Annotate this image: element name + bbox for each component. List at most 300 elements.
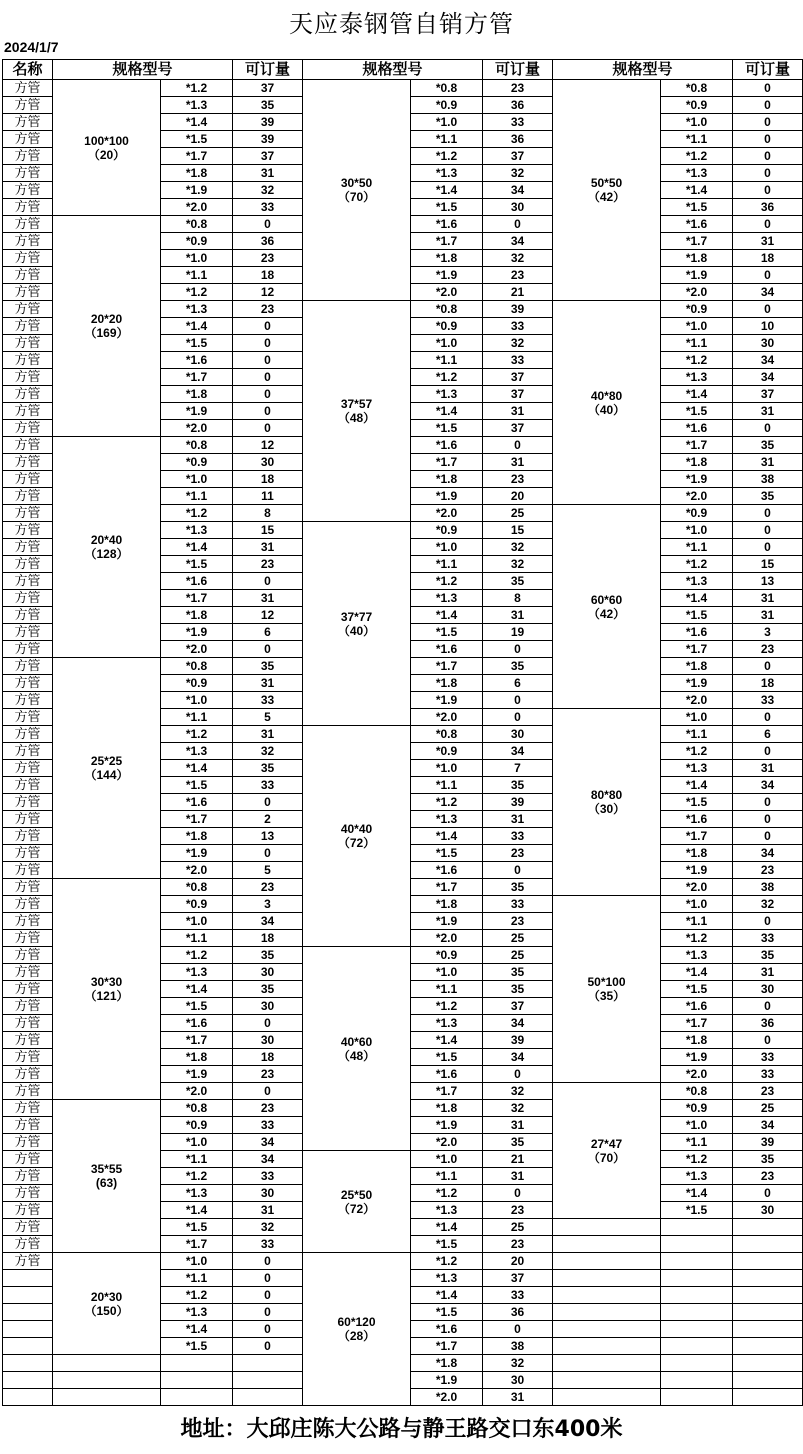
thickness-cell: *1.0: [411, 1151, 483, 1168]
qty-cell: 0: [233, 420, 303, 437]
thickness-cell: *1.4: [661, 182, 733, 199]
header-name: 名称: [3, 60, 53, 80]
qty-cell: 34: [733, 845, 803, 862]
qty-cell: 0: [233, 1304, 303, 1321]
qty-cell: 0: [733, 522, 803, 539]
thickness-cell: *1.5: [661, 794, 733, 811]
qty-cell: 0: [233, 403, 303, 420]
qty-cell: 36: [733, 199, 803, 216]
qty-cell: 32: [733, 896, 803, 913]
thickness-cell: *1.5: [161, 556, 233, 573]
thickness-cell: *1.0: [161, 471, 233, 488]
qty-cell: 34: [733, 1117, 803, 1134]
qty-cell: 31: [733, 454, 803, 471]
product-name-cell: 方管: [3, 981, 53, 998]
thickness-cell: *1.3: [161, 301, 233, 318]
product-name-cell: 方管: [3, 97, 53, 114]
qty-cell: 0: [483, 709, 553, 726]
thickness-cell: *1.1: [161, 709, 233, 726]
qty-cell: 2: [233, 811, 303, 828]
qty-cell: 23: [733, 641, 803, 658]
header-spec: 规格型号: [53, 60, 233, 80]
product-name-cell: 方管: [3, 216, 53, 233]
qty-cell: 32: [483, 1100, 553, 1117]
qty-cell: 34: [483, 1015, 553, 1032]
qty-cell: 31: [733, 403, 803, 420]
qty-cell: 37: [483, 369, 553, 386]
stock-table: [2, 59, 803, 1406]
size-cell: [303, 522, 411, 726]
qty-cell: 12: [233, 607, 303, 624]
thickness-cell: *1.1: [661, 131, 733, 148]
product-name-cell: 方管: [3, 1134, 53, 1151]
thickness-cell: *1.2: [161, 505, 233, 522]
thickness-cell: *2.0: [411, 1389, 483, 1406]
thickness-cell: *1.4: [161, 760, 233, 777]
thickness-cell: *1.3: [411, 590, 483, 607]
thickness-cell: *0.8: [161, 437, 233, 454]
thickness-cell: [161, 1389, 233, 1406]
thickness-cell: *2.0: [661, 692, 733, 709]
qty-cell: 31: [233, 165, 303, 182]
qty-cell: 32: [483, 539, 553, 556]
size-total: （35）: [587, 989, 626, 1003]
thickness-cell: *1.7: [661, 1015, 733, 1032]
qty-cell: [733, 1270, 803, 1287]
thickness-cell: *1.3: [411, 1270, 483, 1287]
thickness-cell: *1.1: [411, 981, 483, 998]
size-cell-empty: [553, 1304, 661, 1321]
thickness-cell: *1.6: [411, 437, 483, 454]
qty-cell: 34: [733, 369, 803, 386]
qty-cell: [733, 1236, 803, 1253]
qty-cell: 35: [233, 658, 303, 675]
qty-cell: 23: [483, 845, 553, 862]
size-cell: [303, 301, 411, 522]
size-total: （121）: [84, 989, 129, 1003]
thickness-cell: *0.9: [411, 522, 483, 539]
qty-cell: 7: [483, 760, 553, 777]
product-name-cell: 方管: [3, 794, 53, 811]
qty-cell: 31: [733, 760, 803, 777]
qty-cell: 34: [233, 913, 303, 930]
size-label: 20*40: [90, 533, 123, 547]
thickness-cell: *0.8: [161, 658, 233, 675]
size-total: （40）: [587, 402, 626, 417]
thickness-cell: *2.0: [411, 709, 483, 726]
size-total: （72）: [337, 836, 376, 850]
product-name-cell: 方管: [3, 1083, 53, 1100]
thickness-cell: *1.0: [161, 1134, 233, 1151]
qty-cell: 18: [233, 267, 303, 284]
thickness-cell: *1.8: [161, 828, 233, 845]
thickness-cell: *1.4: [661, 964, 733, 981]
thickness-cell: *1.9: [411, 267, 483, 284]
product-name-cell: 方管: [3, 1253, 53, 1270]
thickness-cell: *2.0: [161, 420, 233, 437]
product-name-cell: 方管: [3, 1202, 53, 1219]
thickness-cell: *1.6: [411, 862, 483, 879]
thickness-cell: *1.3: [161, 743, 233, 760]
thickness-cell: *1.5: [411, 1049, 483, 1066]
qty-cell: 0: [733, 1185, 803, 1202]
qty-cell: 0: [233, 216, 303, 233]
qty-cell: 35: [233, 981, 303, 998]
thickness-cell: *1.0: [161, 692, 233, 709]
size-label: 35*55: [90, 1162, 123, 1176]
qty-cell: 15: [233, 522, 303, 539]
size-total: （48）: [337, 1048, 376, 1063]
product-name-cell: 方管: [3, 233, 53, 250]
thickness-cell: *2.0: [661, 879, 733, 896]
qty-cell: 0: [233, 386, 303, 403]
thickness-cell: *1.0: [411, 335, 483, 352]
qty-cell: 23: [483, 1202, 553, 1219]
qty-cell: 31: [483, 1168, 553, 1185]
thickness-cell: *1.4: [411, 1032, 483, 1049]
size-label: 100*100: [84, 133, 129, 148]
qty-cell: 0: [733, 420, 803, 437]
thickness-cell: *0.8: [411, 301, 483, 318]
thickness-cell: *1.8: [411, 1355, 483, 1372]
qty-cell: 31: [483, 1117, 553, 1134]
qty-cell: 35: [483, 658, 553, 675]
qty-cell: 39: [483, 1032, 553, 1049]
thickness-cell: *1.7: [161, 148, 233, 165]
qty-cell: 37: [483, 420, 553, 437]
size-cell: [53, 80, 161, 216]
product-name-cell: 方管: [3, 488, 53, 505]
thickness-cell: *1.6: [661, 216, 733, 233]
size-label: 30*30: [90, 975, 123, 989]
thickness-cell: [661, 1304, 733, 1321]
thickness-cell: *1.7: [161, 369, 233, 386]
thickness-cell: *1.8: [411, 896, 483, 913]
qty-cell: 30: [733, 335, 803, 352]
qty-cell: 23: [233, 1066, 303, 1083]
qty-cell: 37: [733, 386, 803, 403]
product-name-cell: 方管: [3, 913, 53, 930]
qty-cell: 20: [483, 488, 553, 505]
page-title: 天应泰钢管自销方管: [289, 10, 514, 38]
thickness-cell: *1.8: [161, 607, 233, 624]
product-name-cell: 方管: [3, 607, 53, 624]
thickness-cell: *1.4: [411, 182, 483, 199]
thickness-cell: *1.4: [161, 114, 233, 131]
thickness-cell: *1.6: [161, 573, 233, 590]
size-cell: [553, 1083, 661, 1219]
qty-cell: 31: [233, 675, 303, 692]
size-total: （40）: [337, 623, 376, 638]
qty-cell: 8: [233, 505, 303, 522]
size-total: （72）: [337, 1201, 376, 1216]
thickness-cell: *1.5: [161, 1338, 233, 1355]
qty-cell: 32: [233, 743, 303, 760]
thickness-cell: *1.7: [161, 590, 233, 607]
thickness-cell: *1.2: [661, 556, 733, 573]
size-cell: [303, 1151, 411, 1253]
address-footer: 地址：大邱庄陈大公路与静王路交口东400米: [180, 1417, 623, 1442]
qty-cell: 19: [483, 624, 553, 641]
thickness-cell: *2.0: [661, 284, 733, 301]
qty-cell: 34: [483, 182, 553, 199]
qty-cell: 31: [483, 454, 553, 471]
thickness-cell: *1.6: [161, 352, 233, 369]
thickness-cell: *1.3: [661, 369, 733, 386]
qty-cell: 35: [733, 947, 803, 964]
qty-cell: 31: [483, 403, 553, 420]
thickness-cell: *1.1: [161, 1270, 233, 1287]
thickness-cell: *1.8: [161, 165, 233, 182]
thickness-cell: *1.6: [161, 794, 233, 811]
product-name-cell: 方管: [3, 80, 53, 97]
thickness-cell: *2.0: [411, 505, 483, 522]
qty-cell: 0: [233, 1321, 303, 1338]
qty-cell: [733, 1253, 803, 1270]
qty-cell: 0: [233, 1253, 303, 1270]
size-label: 40*60: [340, 1034, 373, 1049]
size-total: （20）: [87, 147, 126, 162]
product-name-cell: 方管: [3, 165, 53, 182]
qty-cell: [733, 1389, 803, 1406]
thickness-cell: [661, 1355, 733, 1372]
qty-cell: 6: [483, 675, 553, 692]
qty-cell: 0: [233, 318, 303, 335]
qty-cell: 15: [483, 522, 553, 539]
qty-cell: 5: [233, 709, 303, 726]
product-name-cell: [3, 1355, 53, 1372]
thickness-cell: *1.0: [661, 114, 733, 131]
size-total: （144）: [84, 768, 129, 782]
qty-cell: 0: [733, 709, 803, 726]
qty-cell: 30: [233, 964, 303, 981]
size-total: （48）: [337, 411, 376, 425]
size-cell: [303, 726, 411, 947]
thickness-cell: *0.9: [661, 301, 733, 318]
thickness-cell: *1.2: [411, 148, 483, 165]
thickness-cell: *1.9: [411, 1372, 483, 1389]
qty-cell: 33: [733, 1066, 803, 1083]
qty-cell: 18: [733, 250, 803, 267]
thickness-cell: *2.0: [161, 641, 233, 658]
size-cell: [553, 709, 661, 896]
thickness-cell: *1.4: [411, 1287, 483, 1304]
qty-cell: 0: [733, 998, 803, 1015]
qty-cell: 25: [733, 1100, 803, 1117]
thickness-cell: *1.4: [161, 1321, 233, 1338]
thickness-cell: *1.7: [411, 233, 483, 250]
qty-cell: 31: [233, 590, 303, 607]
qty-cell: 25: [483, 505, 553, 522]
product-name-cell: 方管: [3, 692, 53, 709]
product-name-cell: 方管: [3, 896, 53, 913]
thickness-cell: *1.4: [661, 777, 733, 794]
qty-cell: 3: [733, 624, 803, 641]
qty-cell: 0: [483, 216, 553, 233]
qty-cell: 39: [483, 794, 553, 811]
size-total: （42）: [587, 606, 626, 621]
product-name-cell: [3, 1270, 53, 1287]
qty-cell: 0: [233, 1270, 303, 1287]
qty-cell: 33: [733, 692, 803, 709]
product-name-cell: 方管: [3, 879, 53, 896]
thickness-cell: *1.3: [661, 760, 733, 777]
qty-cell: 33: [483, 1287, 553, 1304]
size-total: （30）: [587, 802, 626, 816]
qty-cell: 0: [233, 335, 303, 352]
product-name-cell: 方管: [3, 182, 53, 199]
thickness-cell: *0.8: [161, 216, 233, 233]
qty-cell: 23: [483, 80, 553, 97]
qty-cell: [733, 1321, 803, 1338]
qty-cell: 23: [483, 471, 553, 488]
size-cell: [303, 1253, 411, 1406]
thickness-cell: *1.5: [411, 845, 483, 862]
thickness-cell: *0.9: [661, 97, 733, 114]
product-name-cell: 方管: [3, 930, 53, 947]
product-name-cell: 方管: [3, 573, 53, 590]
product-name-cell: 方管: [3, 471, 53, 488]
thickness-cell: *2.0: [161, 199, 233, 216]
thickness-cell: *1.1: [411, 131, 483, 148]
qty-cell: 33: [483, 114, 553, 131]
product-name-cell: 方管: [3, 998, 53, 1015]
product-name-cell: 方管: [3, 1168, 53, 1185]
qty-cell: 32: [483, 1083, 553, 1100]
size-total: （28）: [337, 1329, 376, 1343]
thickness-cell: *1.2: [661, 930, 733, 947]
qty-cell: 23: [733, 1083, 803, 1100]
thickness-cell: *1.3: [161, 1304, 233, 1321]
thickness-cell: [661, 1253, 733, 1270]
qty-cell: 23: [483, 1236, 553, 1253]
product-name-cell: [3, 1304, 53, 1321]
qty-cell: 12: [233, 437, 303, 454]
thickness-cell: *1.2: [161, 80, 233, 97]
size-cell-empty: [53, 1355, 161, 1372]
thickness-cell: *1.6: [661, 998, 733, 1015]
qty-cell: 35: [483, 964, 553, 981]
thickness-cell: *1.9: [411, 692, 483, 709]
product-name-cell: 方管: [3, 964, 53, 981]
thickness-cell: *1.6: [661, 811, 733, 828]
qty-cell: 38: [483, 1338, 553, 1355]
size-cell: [303, 80, 411, 301]
thickness-cell: *0.9: [661, 505, 733, 522]
size-label: 60*120: [337, 1315, 376, 1329]
qty-cell: 23: [483, 267, 553, 284]
qty-cell: 32: [483, 165, 553, 182]
qty-cell: 0: [733, 828, 803, 845]
size-cell-empty: [553, 1338, 661, 1355]
qty-cell: [733, 1355, 803, 1372]
size-cell: [553, 80, 661, 301]
qty-cell: 30: [483, 1372, 553, 1389]
thickness-cell: *1.0: [161, 913, 233, 930]
header-qty: 可订量: [483, 60, 553, 80]
qty-cell: 33: [233, 1236, 303, 1253]
qty-cell: 37: [483, 1270, 553, 1287]
thickness-cell: [661, 1219, 733, 1236]
qty-cell: [233, 1372, 303, 1389]
thickness-cell: *1.5: [411, 199, 483, 216]
qty-cell: 0: [733, 913, 803, 930]
product-name-cell: 方管: [3, 1100, 53, 1117]
product-name-cell: 方管: [3, 1066, 53, 1083]
qty-cell: [233, 1355, 303, 1372]
header-spec: 规格型号: [303, 60, 483, 80]
thickness-cell: *1.2: [661, 352, 733, 369]
qty-cell: 25: [483, 930, 553, 947]
qty-cell: 0: [733, 743, 803, 760]
qty-cell: 13: [733, 573, 803, 590]
qty-cell: [733, 1304, 803, 1321]
thickness-cell: *2.0: [411, 1134, 483, 1151]
qty-cell: 0: [733, 165, 803, 182]
qty-cell: 0: [233, 369, 303, 386]
thickness-cell: *1.4: [411, 403, 483, 420]
size-cell: [53, 437, 161, 658]
product-name-cell: 方管: [3, 199, 53, 216]
qty-cell: 33: [733, 1049, 803, 1066]
qty-cell: 0: [233, 1338, 303, 1355]
thickness-cell: *2.0: [411, 284, 483, 301]
thickness-cell: *1.1: [661, 539, 733, 556]
thickness-cell: [661, 1236, 733, 1253]
product-name-cell: 方管: [3, 590, 53, 607]
thickness-cell: [661, 1338, 733, 1355]
qty-cell: 23: [233, 1100, 303, 1117]
qty-cell: 33: [233, 777, 303, 794]
thickness-cell: *1.0: [411, 964, 483, 981]
thickness-cell: *0.9: [161, 233, 233, 250]
date-label: 2024/1/7: [4, 39, 59, 55]
qty-cell: 33: [483, 318, 553, 335]
qty-cell: 0: [733, 114, 803, 131]
thickness-cell: *0.9: [411, 947, 483, 964]
qty-cell: 25: [483, 1219, 553, 1236]
qty-cell: 23: [733, 862, 803, 879]
thickness-cell: *1.0: [661, 522, 733, 539]
thickness-cell: *1.9: [661, 267, 733, 284]
qty-cell: 30: [233, 998, 303, 1015]
qty-cell: 0: [233, 1287, 303, 1304]
size-cell-empty: [553, 1236, 661, 1253]
product-name-cell: 方管: [3, 709, 53, 726]
size-cell-empty: [553, 1389, 661, 1406]
qty-cell: 36: [483, 131, 553, 148]
thickness-cell: *1.5: [161, 1219, 233, 1236]
qty-cell: 0: [733, 539, 803, 556]
qty-cell: 0: [233, 573, 303, 590]
thickness-cell: *1.7: [661, 233, 733, 250]
thickness-cell: *1.6: [161, 1015, 233, 1032]
product-name-cell: 方管: [3, 522, 53, 539]
qty-cell: 35: [233, 97, 303, 114]
product-name-cell: 方管: [3, 1032, 53, 1049]
qty-cell: 36: [483, 97, 553, 114]
qty-cell: 33: [733, 930, 803, 947]
qty-cell: 31: [233, 726, 303, 743]
qty-cell: 35: [733, 437, 803, 454]
qty-cell: 33: [233, 692, 303, 709]
qty-cell: 23: [233, 879, 303, 896]
qty-cell: 37: [483, 148, 553, 165]
qty-cell: 32: [483, 1355, 553, 1372]
qty-cell: 35: [483, 777, 553, 794]
qty-cell: 18: [233, 1049, 303, 1066]
thickness-cell: *1.9: [661, 862, 733, 879]
